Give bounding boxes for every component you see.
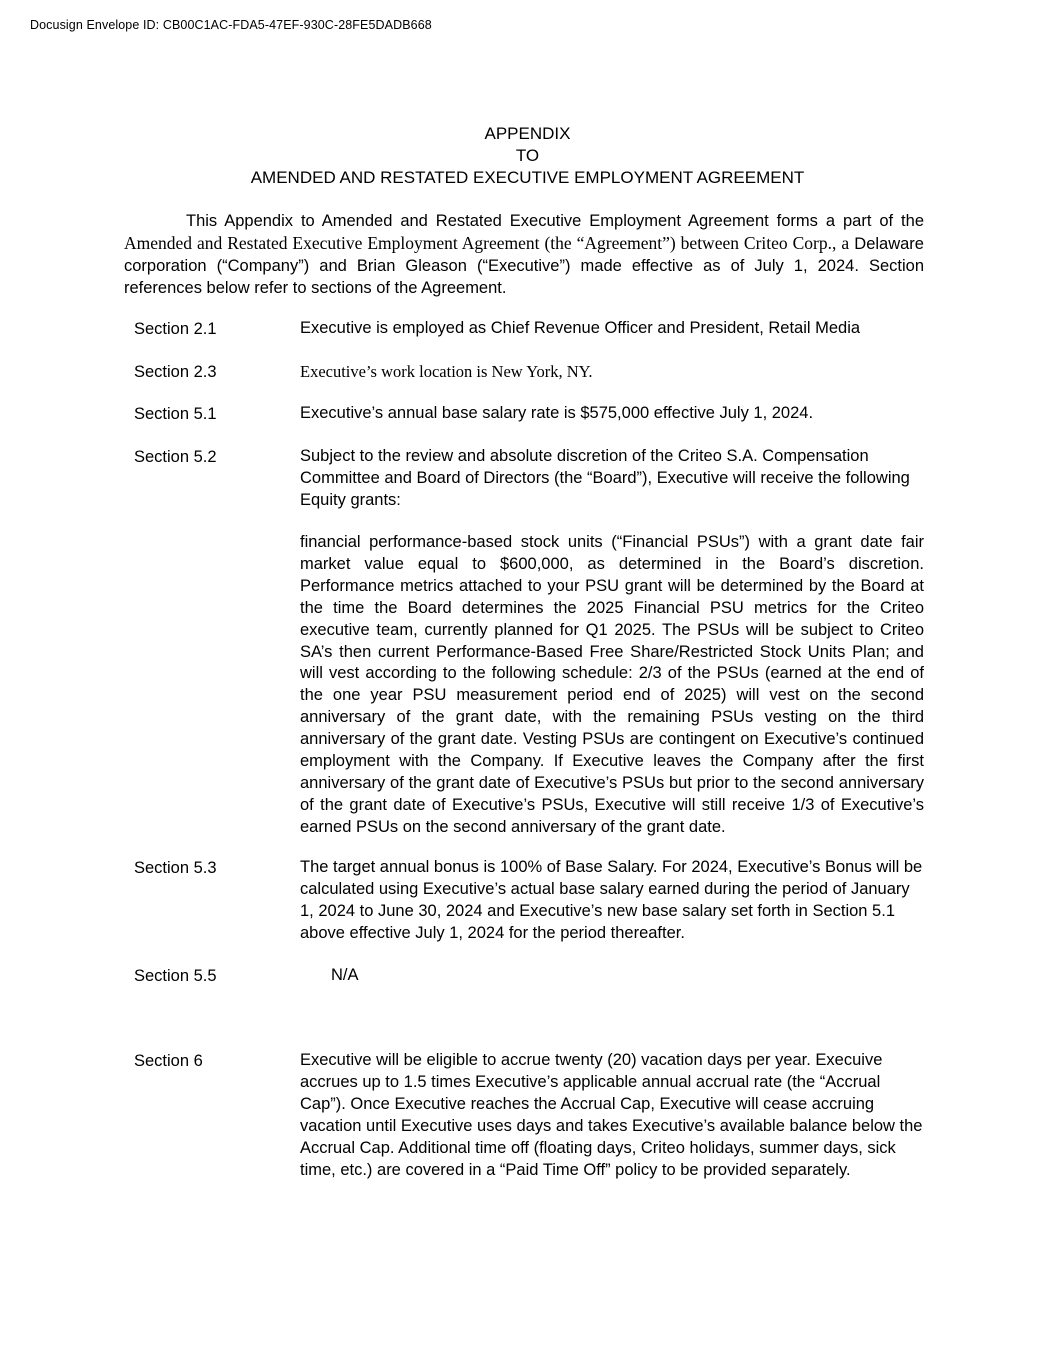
section-label: Section 5.5 bbox=[134, 967, 217, 985]
intro-part-2: Amended and Restated Executive Employment Agreement (the “Agreement”) between Criteo Corp., a bbox=[124, 233, 850, 253]
document-title bbox=[0, 123, 1055, 189]
section-label: Section 5.1 bbox=[134, 405, 217, 423]
section-label: Section 5.2 bbox=[134, 448, 217, 466]
section-label: Section 2.3 bbox=[134, 363, 217, 381]
section-label: Section 5.3 bbox=[134, 859, 217, 877]
section-body bbox=[300, 446, 924, 512]
psu-text: financial performance-based stock units (“Financial PSUs”) with a grant date fair market value equal to $600,000, as determined in the Board’s discretion. Performance metrics attached to your PSU grant will be determined by the Board at the time the Board determines the 2025 Financial PSU metrics for the Criteo executive team, currently planned for Q1 2025. The PSUs will be subject to Criteo SA’s then current Performance-Based Free Share/Restricted Stock Units Plan; and will vest according to the following schedule: 2/3 of the PSUs (earned at the end of the one year PSU measurement period end of 2025) will vest on the second anniversary of the grant date, with the remaining PSUs vesting on the third anniversary of the grant date. Vesting PSUs are contingent on Executive’s continued employment with the Company. If Executive leaves the Company after the first anniversary of the grant date of Executive’s PSUs but prior to the second anniversary of the grant date of Executive’s PSUs, Executive will still receive 1/3 of Executive’s earned PSUs on the second anniversary of the grant date. bbox=[300, 533, 924, 836]
section-label: Section 6 bbox=[134, 1052, 203, 1070]
section-label: Section 2.1 bbox=[134, 320, 217, 338]
title-line-to: TO bbox=[515, 146, 540, 165]
section-text: Executive is employed as Chief Revenue Officer and President, Retail Media bbox=[300, 319, 861, 337]
section-text: Executive’s work location is New York, NY. bbox=[300, 362, 593, 381]
intro-part-3: Delaware corporation (“Company”) and Brian Gleason (“Executive”) made effective as of July 1, 2024. Section references below refer to sections of the Agreement. bbox=[124, 235, 924, 297]
equity-intro-paragraph: Subject to the review and absolute discretion of the Criteo S.A. Compensation Committee and Board of Directors (the “Board”), Executive will receive the following Equity grants: bbox=[300, 447, 910, 509]
psu-paragraph bbox=[300, 532, 924, 839]
intro-part-1: This Appendix to Amended and Restated Executive Employment Agreement forms a part of the bbox=[186, 212, 924, 230]
section-text: N/A bbox=[331, 966, 359, 984]
section-text: Executive will be eligible to accrue twenty (20) vacation days per year. Execuive accrues up to 1.5 times Executive’s applicable annual accrual rate (the “Accrual Cap”). Once Executive reaches the Accrual Cap, Executive will cease accruing vacation until Executive uses days and takes Executive’s available balance below the Accrual Cap. Additional time off (floating days, Criteo holidays, summer days, sick time, etc.) are covered in a “Paid Time Off” policy to be provided separately. bbox=[300, 1051, 923, 1179]
title-line-appendix: APPENDIX bbox=[484, 124, 571, 143]
section-text: The target annual bonus is 100% of Base Salary. For 2024, Executive’s Bonus will be calculated using Executive’s actual base salary earned during the period of January 1, 2024 to June 30, 2024 and Executive’s new base salary set forth in Section 5.1 above effective July 1, 2024 for the period thereafter. bbox=[300, 858, 923, 942]
title-line-agreement: AMENDED AND RESTATED EXECUTIVE EMPLOYMENT AGREEMENT bbox=[250, 168, 805, 187]
section-text: Executive’s annual base salary rate is $575,000 effective July 1, 2024. bbox=[300, 404, 814, 422]
intro-paragraph bbox=[124, 210, 924, 299]
envelope-id: Docusign Envelope ID: CB00C1AC-FDA5-47EF-930C-28FE5DADB668 bbox=[30, 18, 432, 32]
